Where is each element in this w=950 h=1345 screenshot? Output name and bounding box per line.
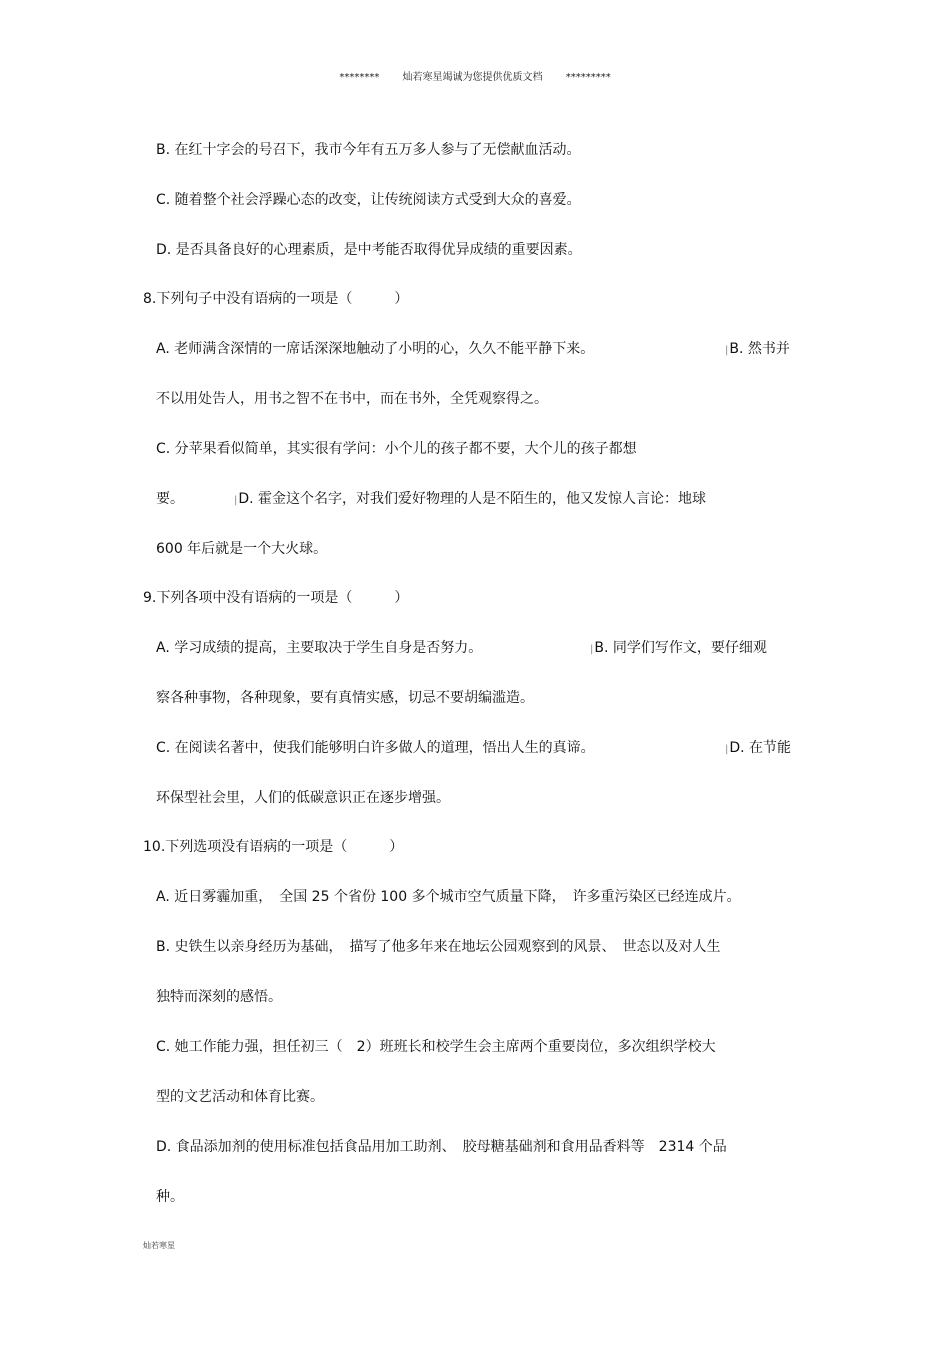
q9-option-b-cont: 察各种事物，各种现象，要有真情实感，切忌不要胡编滥造。	[156, 690, 534, 706]
option-b-line: B. 在红十字会的号召下，我市今年有五万多人参与了无偿献血活动。	[156, 142, 581, 158]
page-header	[0, 68, 950, 83]
q8-option-a: A. 老师满含深情的一席话深深地触动了小明的心，久久不能平静下来。	[156, 341, 595, 357]
q9-option-c: C. 在阅读名著中，使我们能够明白许多做人的道理，悟出人生的真谛。	[156, 740, 595, 756]
header-title: 灿若寒星竭诚为您提供优质文档	[402, 72, 543, 83]
q9-option-d-cont: 环保型社会里，人们的低碳意识正在逐步增强。	[156, 790, 450, 806]
option-c-line: C. 随着整个社会浮躁心态的改变，让传统阅读方式受到大众的喜爱。	[156, 192, 581, 208]
q10-option-d: D. 食品添加剂的使用标准包括食品用加工助剂、 胶母糖基础剂和食用品香料等 2314 个品	[156, 1139, 727, 1155]
q9-option-b-start-text: B. 同学们写作文，要仔细观	[594, 640, 767, 656]
option-d-line: D. 是否具备良好的心理素质，是中考能否取得优异成绩的重要因素。	[156, 242, 582, 258]
q9-option-b-start	[590, 638, 767, 660]
q10-option-c-cont: 型的文艺活动和体育比赛。	[156, 1089, 324, 1105]
q8-option-b-start-text: B. 然书并	[729, 341, 790, 357]
q8-option-d	[234, 489, 706, 511]
tick-mark-icon: |	[234, 495, 238, 506]
q10-option-b: B. 史铁生以亲身经历为基础， 描写了他多年来在地坛公园观察到的风景、 世态以及对人生	[156, 939, 721, 955]
q8-option-b-start	[725, 339, 790, 361]
q10-option-b-cont: 独特而深刻的感悟。	[156, 989, 282, 1005]
q10-option-d-cont: 种。	[156, 1189, 184, 1205]
q8-option-c: C. 分苹果看似简单，其实很有学问：小个儿的孩子都不要，大个儿的孩子都想	[156, 441, 637, 457]
q9-option-d-start-text: D. 在节能	[729, 740, 792, 756]
q10-option-c: C. 她工作能力强，担任初三（ 2）班班长和校学生会主席两个重要岗位，多次组织学校大	[156, 1039, 716, 1055]
header-right-stars: *********	[565, 72, 611, 83]
q8-option-d-text: D. 霍金这个名字，对我们爱好物理的人是不陌生的，他又发惊人言论：地球	[238, 491, 707, 507]
tick-mark-icon: |	[590, 644, 594, 655]
question-9: 9.下列各项中没有语病的一项是（ ）	[143, 590, 409, 606]
question-10: 10.下列选项没有语病的一项是（ ）	[143, 839, 404, 855]
question-8: 8.下列句子中没有语病的一项是（ ）	[143, 291, 409, 307]
q9-option-a: A. 学习成绩的提高，主要取决于学生自身是否努力。	[156, 640, 483, 656]
tick-mark-icon: |	[725, 744, 729, 755]
q9-option-d-start	[725, 738, 791, 760]
q8-option-d-cont: 600 年后就是一个大火球。	[156, 541, 328, 557]
page-footer: 灿若寒星	[143, 1241, 175, 1250]
tick-mark-icon: |	[725, 345, 729, 356]
header-left-stars: ********	[339, 72, 380, 83]
q8-option-c-end: 要。	[156, 491, 184, 507]
q10-option-a: A. 近日雾霾加重， 全国 25 个省份 100 多个城市空气质量下降， 许多重污染区已经连成片。	[156, 889, 741, 905]
q8-option-b-cont: 不以用处告人，用书之智不在书中，而在书外，全凭观察得之。	[156, 391, 548, 407]
